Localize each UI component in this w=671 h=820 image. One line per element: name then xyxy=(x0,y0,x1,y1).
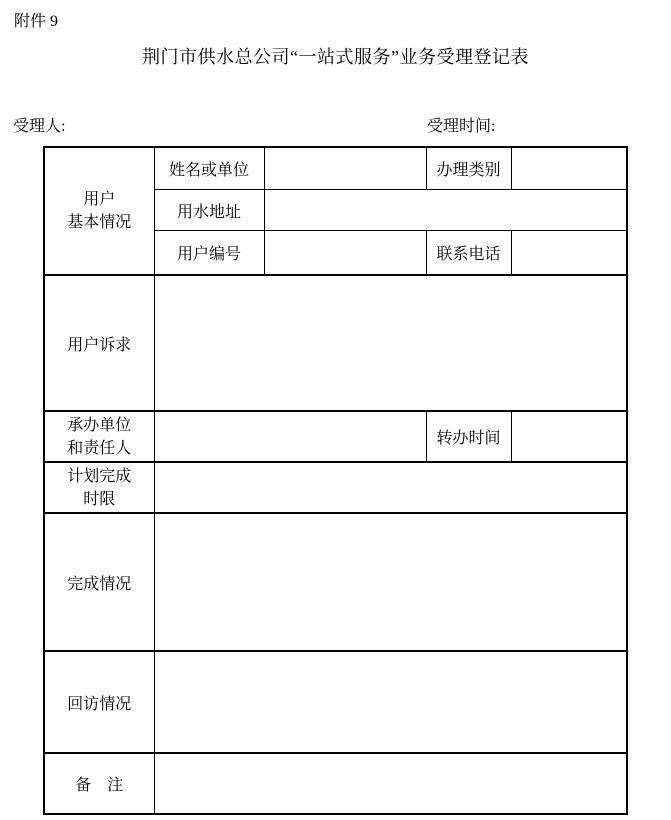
acceptor-label: 受理人: xyxy=(13,118,66,135)
remarks-value xyxy=(154,753,627,814)
name-or-unit-label: 姓名或单位 xyxy=(154,147,264,190)
water-address-label: 用水地址 xyxy=(154,190,264,231)
user-basic-line2: 基本情况 xyxy=(67,214,132,231)
planned-deadline-label-cell xyxy=(44,462,154,513)
transfer-time-value xyxy=(511,411,627,462)
user-basic-line1: 用户 xyxy=(83,191,116,208)
remarks-label: 备 注 xyxy=(44,753,154,814)
planned-deadline-line2: 时限 xyxy=(83,490,116,508)
user-number-label: 用户编号 xyxy=(154,231,264,276)
user-number-value xyxy=(264,231,426,276)
undertaker-value xyxy=(154,411,426,462)
page-title: 荆门市供水总公司“一站式服务”业务受理登记表 xyxy=(142,47,529,67)
user-basic-label-cell xyxy=(44,147,154,275)
category-label: 办理类别 xyxy=(426,147,511,190)
return-visit-value xyxy=(154,651,627,753)
attachment-label: 附件 9 xyxy=(14,13,59,30)
water-address-value xyxy=(264,190,627,231)
completion-value xyxy=(154,513,627,651)
contact-phone-value xyxy=(511,231,627,276)
transfer-time-label: 转办时间 xyxy=(426,411,511,462)
accept-time-label: 受理时间: xyxy=(427,118,496,135)
name-or-unit-value xyxy=(264,147,426,190)
undertaker-label-cell xyxy=(44,411,154,462)
user-request-label: 用户诉求 xyxy=(44,275,154,411)
undertaker-line2: 和责任人 xyxy=(67,439,132,457)
contact-phone-label: 联系电话 xyxy=(426,231,511,276)
user-request-value xyxy=(154,275,627,411)
return-visit-label: 回访情况 xyxy=(44,651,154,753)
completion-label: 完成情况 xyxy=(44,513,154,651)
planned-deadline-value xyxy=(154,462,627,513)
planned-deadline-line1: 计划完成 xyxy=(67,467,132,485)
undertaker-line1: 承办单位 xyxy=(67,416,132,434)
registration-form-table xyxy=(43,146,628,815)
category-value xyxy=(511,147,627,190)
